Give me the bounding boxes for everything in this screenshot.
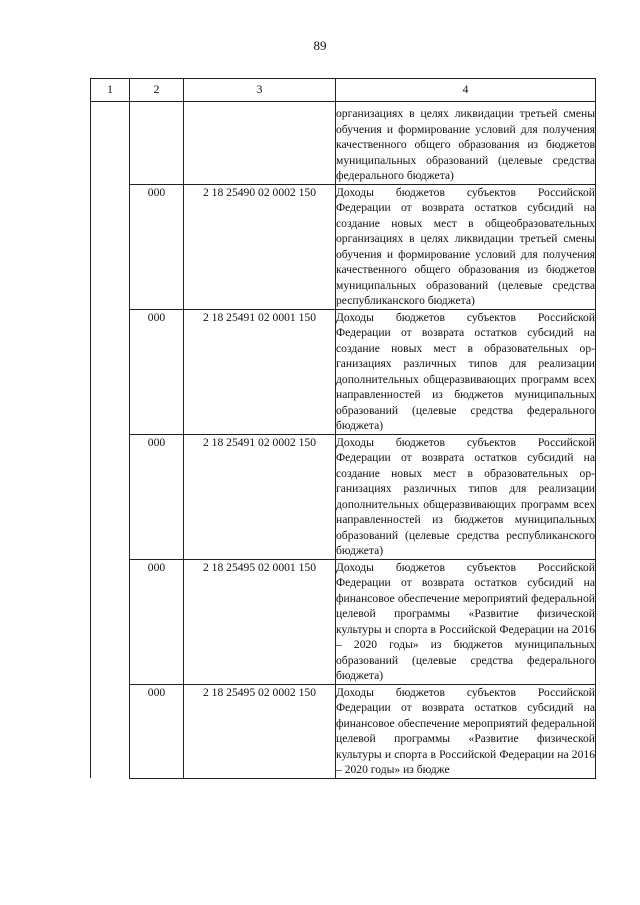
row-number-cell	[91, 184, 130, 309]
description-cell: Доходы бюджетов субъектов Российской Федерации от возврата остатков субсидий на финансовое обеспечение мероприятий федеральной целевой программы «Развитие физической культуры и спорта в Российской Федерации на 2016 – 2020 годы» из бюджетов муниципальных образований (целевые средства федерального бюджета)	[336, 560, 595, 682]
row-number-cell	[91, 434, 130, 559]
description-cell: организациях в целях ликвидации третьей смены обучения и формирование условий для получения качественного общего образования из бюджетов муниципальных образований (целевые средства федерального бюджета)	[336, 102, 596, 185]
row-number-cell	[91, 102, 130, 185]
admin-code-cell: 000	[130, 184, 184, 309]
description-cell: Доходы бюджетов субъектов Российской Федерации от возврата остатков субсидий на создание новых мест в общеобразовательных организациях в целях ликвидации третьей смены обучения и формирование условий для получения качественного общего образования из бюджетов муниципальных образований (целевые средства республиканского бюджета)	[336, 185, 595, 307]
table-row	[91, 309, 596, 434]
table-row	[91, 184, 596, 309]
row-number-cell	[91, 684, 130, 778]
table-row	[91, 684, 596, 778]
kbk-code-cell: 2 18 25490 02 0002 150	[184, 184, 336, 309]
description-cell: Доходы бюджетов субъектов Российской Федерации от возврата остатков субсидий на создание новых мест в образовательных организациях различных типов для реализации дополнительных общеразвивающих программ всех направленностей из бюджетов муниципальных образований (целевые средства республиканского бюджета)	[336, 435, 595, 557]
column-header-3: 3	[184, 79, 336, 102]
page-number: 89	[313, 38, 327, 53]
table-header-row	[91, 79, 596, 102]
kbk-code-cell: 2 18 25495 02 0002 150	[184, 684, 336, 778]
kbk-code-cell: 2 18 25491 02 0001 150	[184, 309, 336, 434]
row-number-cell	[91, 559, 130, 684]
kbk-code-cell	[184, 102, 336, 185]
table-row	[91, 434, 596, 559]
table-row	[91, 102, 596, 185]
column-header-4: 4	[336, 79, 596, 102]
admin-code-cell: 000	[130, 559, 184, 684]
row-number-cell	[91, 309, 130, 434]
column-header-2: 2	[130, 79, 184, 102]
column-header-1: 1	[91, 79, 130, 102]
admin-code-cell: 000	[130, 684, 184, 778]
description-cell: Доходы бюджетов субъектов Российской Федерации от возврата остатков субсидий на создание новых мест в образовательных организациях различных типов для реализации дополнительных общеразвивающих программ всех направленностей из бюджетов муниципальных образований (целевые средства федерального бюджета)	[336, 310, 595, 432]
kbk-code-cell: 2 18 25491 02 0002 150	[184, 434, 336, 559]
admin-code-cell: 000	[130, 434, 184, 559]
description-cell: Доходы бюджетов субъектов Российской Федерации от возврата остатков субсидий на финансовое обеспечение мероприятий федеральной целевой программы «Развитие физической культуры и спорта в Российской Федерации на 2016 – 2020 годы» из бюдже	[336, 685, 595, 776]
table-row	[91, 559, 596, 684]
kbk-code-cell: 2 18 25495 02 0001 150	[184, 559, 336, 684]
budget-revenue-table	[90, 78, 596, 779]
admin-code-cell	[130, 102, 184, 185]
admin-code-cell: 000	[130, 309, 184, 434]
